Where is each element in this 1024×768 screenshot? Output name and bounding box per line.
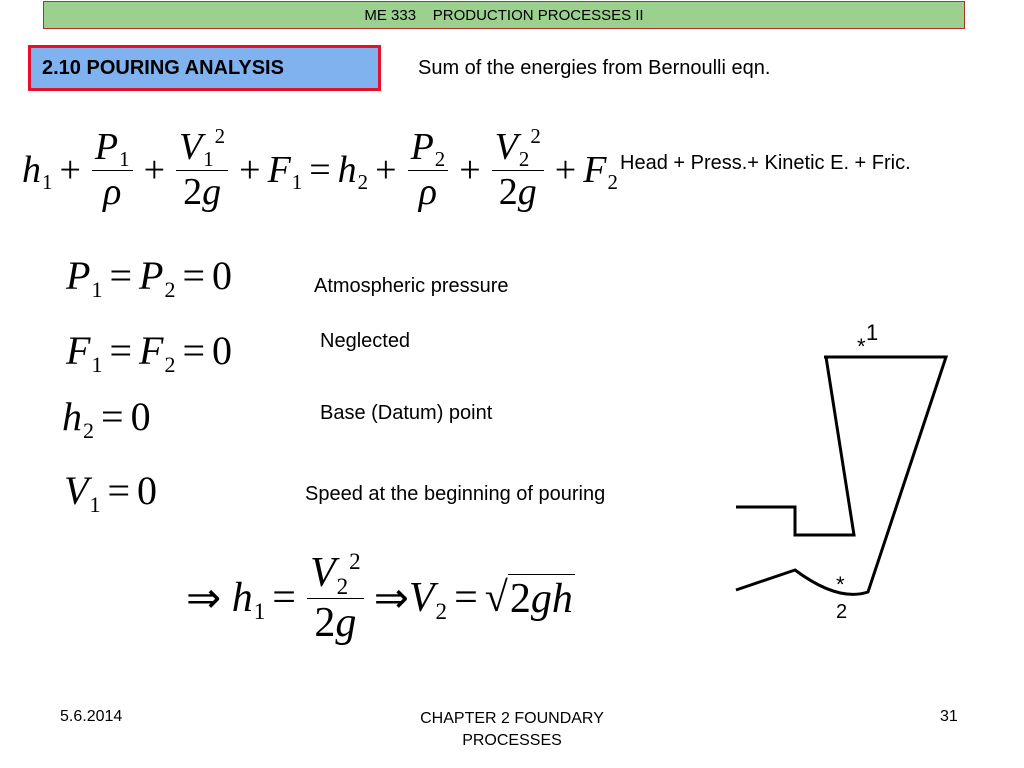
friction-equation: F1 = F2 = 0	[66, 328, 232, 377]
initial-speed-equation: V1 = 0	[64, 468, 157, 517]
section-title: 2.10 POURING ANALYSIS	[28, 45, 381, 91]
sprue-outline	[736, 357, 946, 594]
datum-text: Base (Datum) point	[320, 402, 493, 424]
datum-equation: h2 = 0	[62, 394, 151, 443]
footer-chapter: CHAPTER 2 FOUNDARY PROCESSES	[420, 710, 604, 749]
result-equation: ⇒ h1 = $\frac{V2^2}{2g}$ ⇒ V2 = √ 2gh	[186, 548, 573, 646]
point-1-label: 1	[866, 320, 879, 345]
atmospheric-text: Atmospheric pressure	[314, 275, 509, 297]
page-number: 31	[940, 708, 958, 725]
energy-terms-text: Head + Press.+ Kinetic E. + Fric.	[620, 152, 911, 174]
sprue-diagram	[720, 320, 980, 640]
neglected-text: Neglected	[320, 330, 411, 352]
point-2-marker: *	[836, 572, 845, 597]
speed-text: Speed at the beginning of pouring	[305, 483, 606, 505]
bernoulli-intro-text: Sum of the energies from Bernoulli eqn.	[418, 57, 771, 79]
slide-header: ME 333 PRODUCTION PROCESSES II	[43, 1, 965, 29]
sprue-inner-wall	[736, 357, 854, 535]
point-2-label: 2	[836, 601, 848, 623]
point-1-marker: *	[857, 334, 866, 359]
pressure-equation: P1 = P2 = 0	[66, 253, 232, 302]
footer-date: 5.6.2014	[60, 708, 123, 725]
bernoulli-equation: h1 + $\frac{P1}{\rho}$ + $\frac{V1^2}{2g}$ + F1 = h2 + $\frac{P2}{\rho}$ + $\frac{V2^2}{2g}$ + F2	[22, 123, 618, 213]
